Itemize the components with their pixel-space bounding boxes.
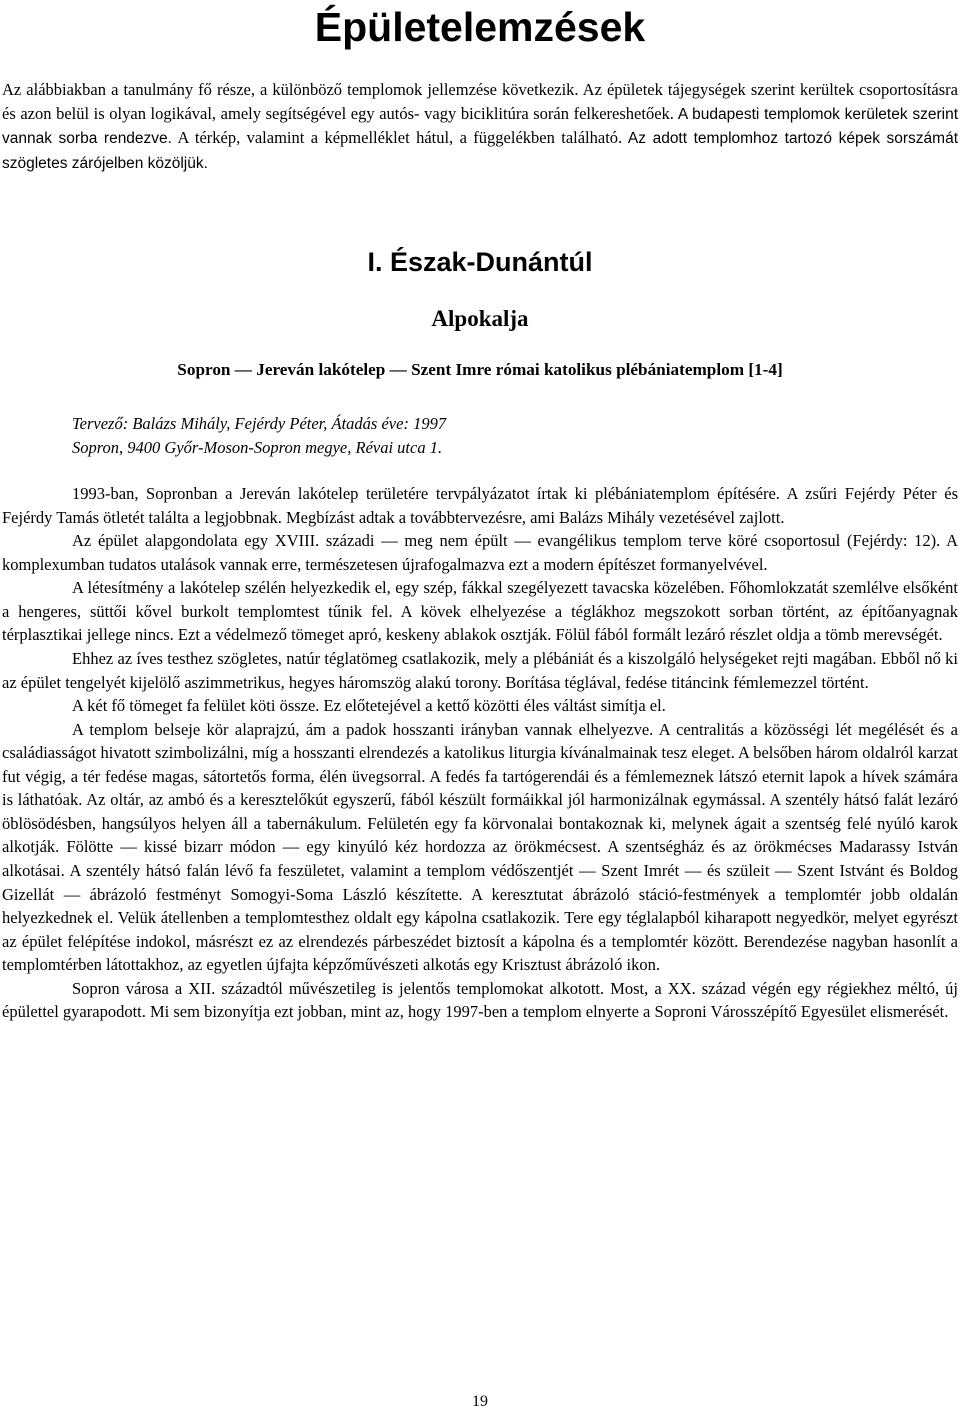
body-paragraph: A két fő tömeget fa felület köti össze. Ez előtetejével a kettő közötti éles váltást simítja el. (72, 696, 666, 716)
address-line: Sopron, 9400 Győr-Moson-Sopron megye, Révai utca 1. (72, 438, 443, 457)
body-paragraph: A templom belseje kör alaprajzú, ám a padok hosszanti irányban vannak elhelyezve. A centralitás a közösségi lét megélését és a családiasságot hivatott szimbolizálni, míg a hosszanti elrendezés a katolikus liturgia kívánalmainak tesz eleget. A belsőben három oldalról karzat fut végig, a tér fedése magas, sátortetős forma, élén üvegsorral. A fedés fa tartógerendái és a fémlemeznek látszó eternit lapok a hívek számára is láthatóak. Az oltár, az ambó és a keresztelőkút egyszerű, fából készült formáikkal jól harmonizálnak egymással. A szentély hátsó falát lezáró öblösödésben, hangsúlyos helyen áll a tabernákulum. Felületén egy fa körvonalai bontakoznak ki, melynek ágait a szentség felé nyúló karok alkotják. Fölötte ― kissé bizarr módon ― egy kinyúló kéz hordozza az örökmécsest. A szentségház és az örökmécses Madarassy István alkotásai. A szentély hátsó falán lévő fa feszületet, valamint a templom védőszentjét ― Szent Imrét ― és szüleit ― Szent Istvánt és Boldog Gizellát ― ábrázoló festményt Somogyi-Soma László készítette. A keresztutat ábrázoló stáció-festmények a templomtér jobb oldalán helyezkednek el. Velük átellenben a templomtesthez oldalt egy kápolna csatlakozik. Tere egy téglalapból kiharapott negyedkör, melyet egyrészt az épület felépítése indokol, másrészt ez az elrendezés párbeszédet biztosít a kápolna és a templomtér között. Berendezése nagyban hasonlít a templomtérben látottakhoz, az egyetlen újfajta képzőművészeti alkotás egy Krisztust ábrázoló ikon. (2, 719, 958, 975)
intro-text-part-4: Az adott templomhoz tartozó képek sorszámát szögletes zárójelben közöljük. (2, 130, 959, 172)
section-heading: I. Észak-Dunántúl (367, 247, 593, 277)
church-title: Sopron ― Jereván lakótelep ― Szent Imre római katolikus plébániatemplom [1-4] (177, 360, 783, 379)
body-paragraph: Sopron városa a XII. századtól művészetileg is jelentős templomokat alkotott. Most, a XX. század végén egy régiekhez méltó, új épülettel gyarapodott. Mi sem bizonyítja ezt jobban, mint az, hogy 1997-ben a templom elnyerte a Soproni Városszépítő Egyesület elismerését. (2, 978, 958, 1022)
body-paragraph: Ehhez az íves testhez szögletes, natúr téglatömeg csatlakozik, mely a plébániát és a kiszolgáló helységeket rejti magában. Ebből nő ki az épület tengelyét kijelölő aszimmetrikus, hegyes háromszög alakú torony. Borítása téglával, fedése titáncink fémlemezzel történt. (2, 648, 958, 692)
intro-text-part-3: A térkép, valamint a képmelléklet hátul, a függelékben található. (171, 128, 623, 148)
body-paragraph: 1993-ban, Sopronban a Jereván lakótelep területére tervpályázatot írtak ki plébániatemplom építésére. A zsűri Fejérdy Péter és Fejérdy Tamás ötletét találta a legjobbnak. Megbízást adtak a továbbtervezésre, ami Balázs Mihály vezetésével zajlott. (2, 484, 958, 527)
body-paragraph: Az épület alapgondolata egy XVIII. századi ― meg nem épült ― evangélikus templom terve köré csoportosul (Fejérdy: 12). A komplexumban tudatos utalások vannak erre, természetesen újrafogalmazva ezt a modern építészet formanyelvével. (2, 531, 958, 574)
body-text (2, 482, 958, 1024)
designer-line: Tervező: Balázs Mihály, Fejérdy Péter, Átadás éve: 1997 (72, 414, 447, 433)
region-heading: Alpokalja (431, 306, 529, 331)
intro-paragraph (2, 78, 958, 175)
page-title: Épületelemzések (314, 4, 646, 50)
body-paragraph: A létesítmény a lakótelep szélén helyezkedik el, egy szép, fákkal szegélyezett tavacska közelében. Főhomlokzatát szemlélve elsőként a hengeres, süttői kővel burkolt templomtest tűnik fel. A kövek elhelyezése a téglákhoz megszokott sorban történt, az építőanyagnak térplasztikai jellege nincs. Ezt a védelmező tömeget apró, keskeny ablakok osztják. Fölül fából formált lezáró részlet oldja a tömb merevségét. (2, 578, 958, 645)
page-number: 19 (472, 1393, 488, 1410)
intro-text-part-2: A budapesti templomok kerületek szerint vannak sorba rendezve. (2, 105, 959, 148)
intro-text-part-1: Az alábbiakban a tanulmány fő része, a különböző templomok jellemzése következik. Az épületek tájegységek szerint kerültek csoportosításra és azon belül is olyan logikával, amely segítségével egy autós- vagy biciklitúra során felkereshetőek. (2, 80, 958, 123)
